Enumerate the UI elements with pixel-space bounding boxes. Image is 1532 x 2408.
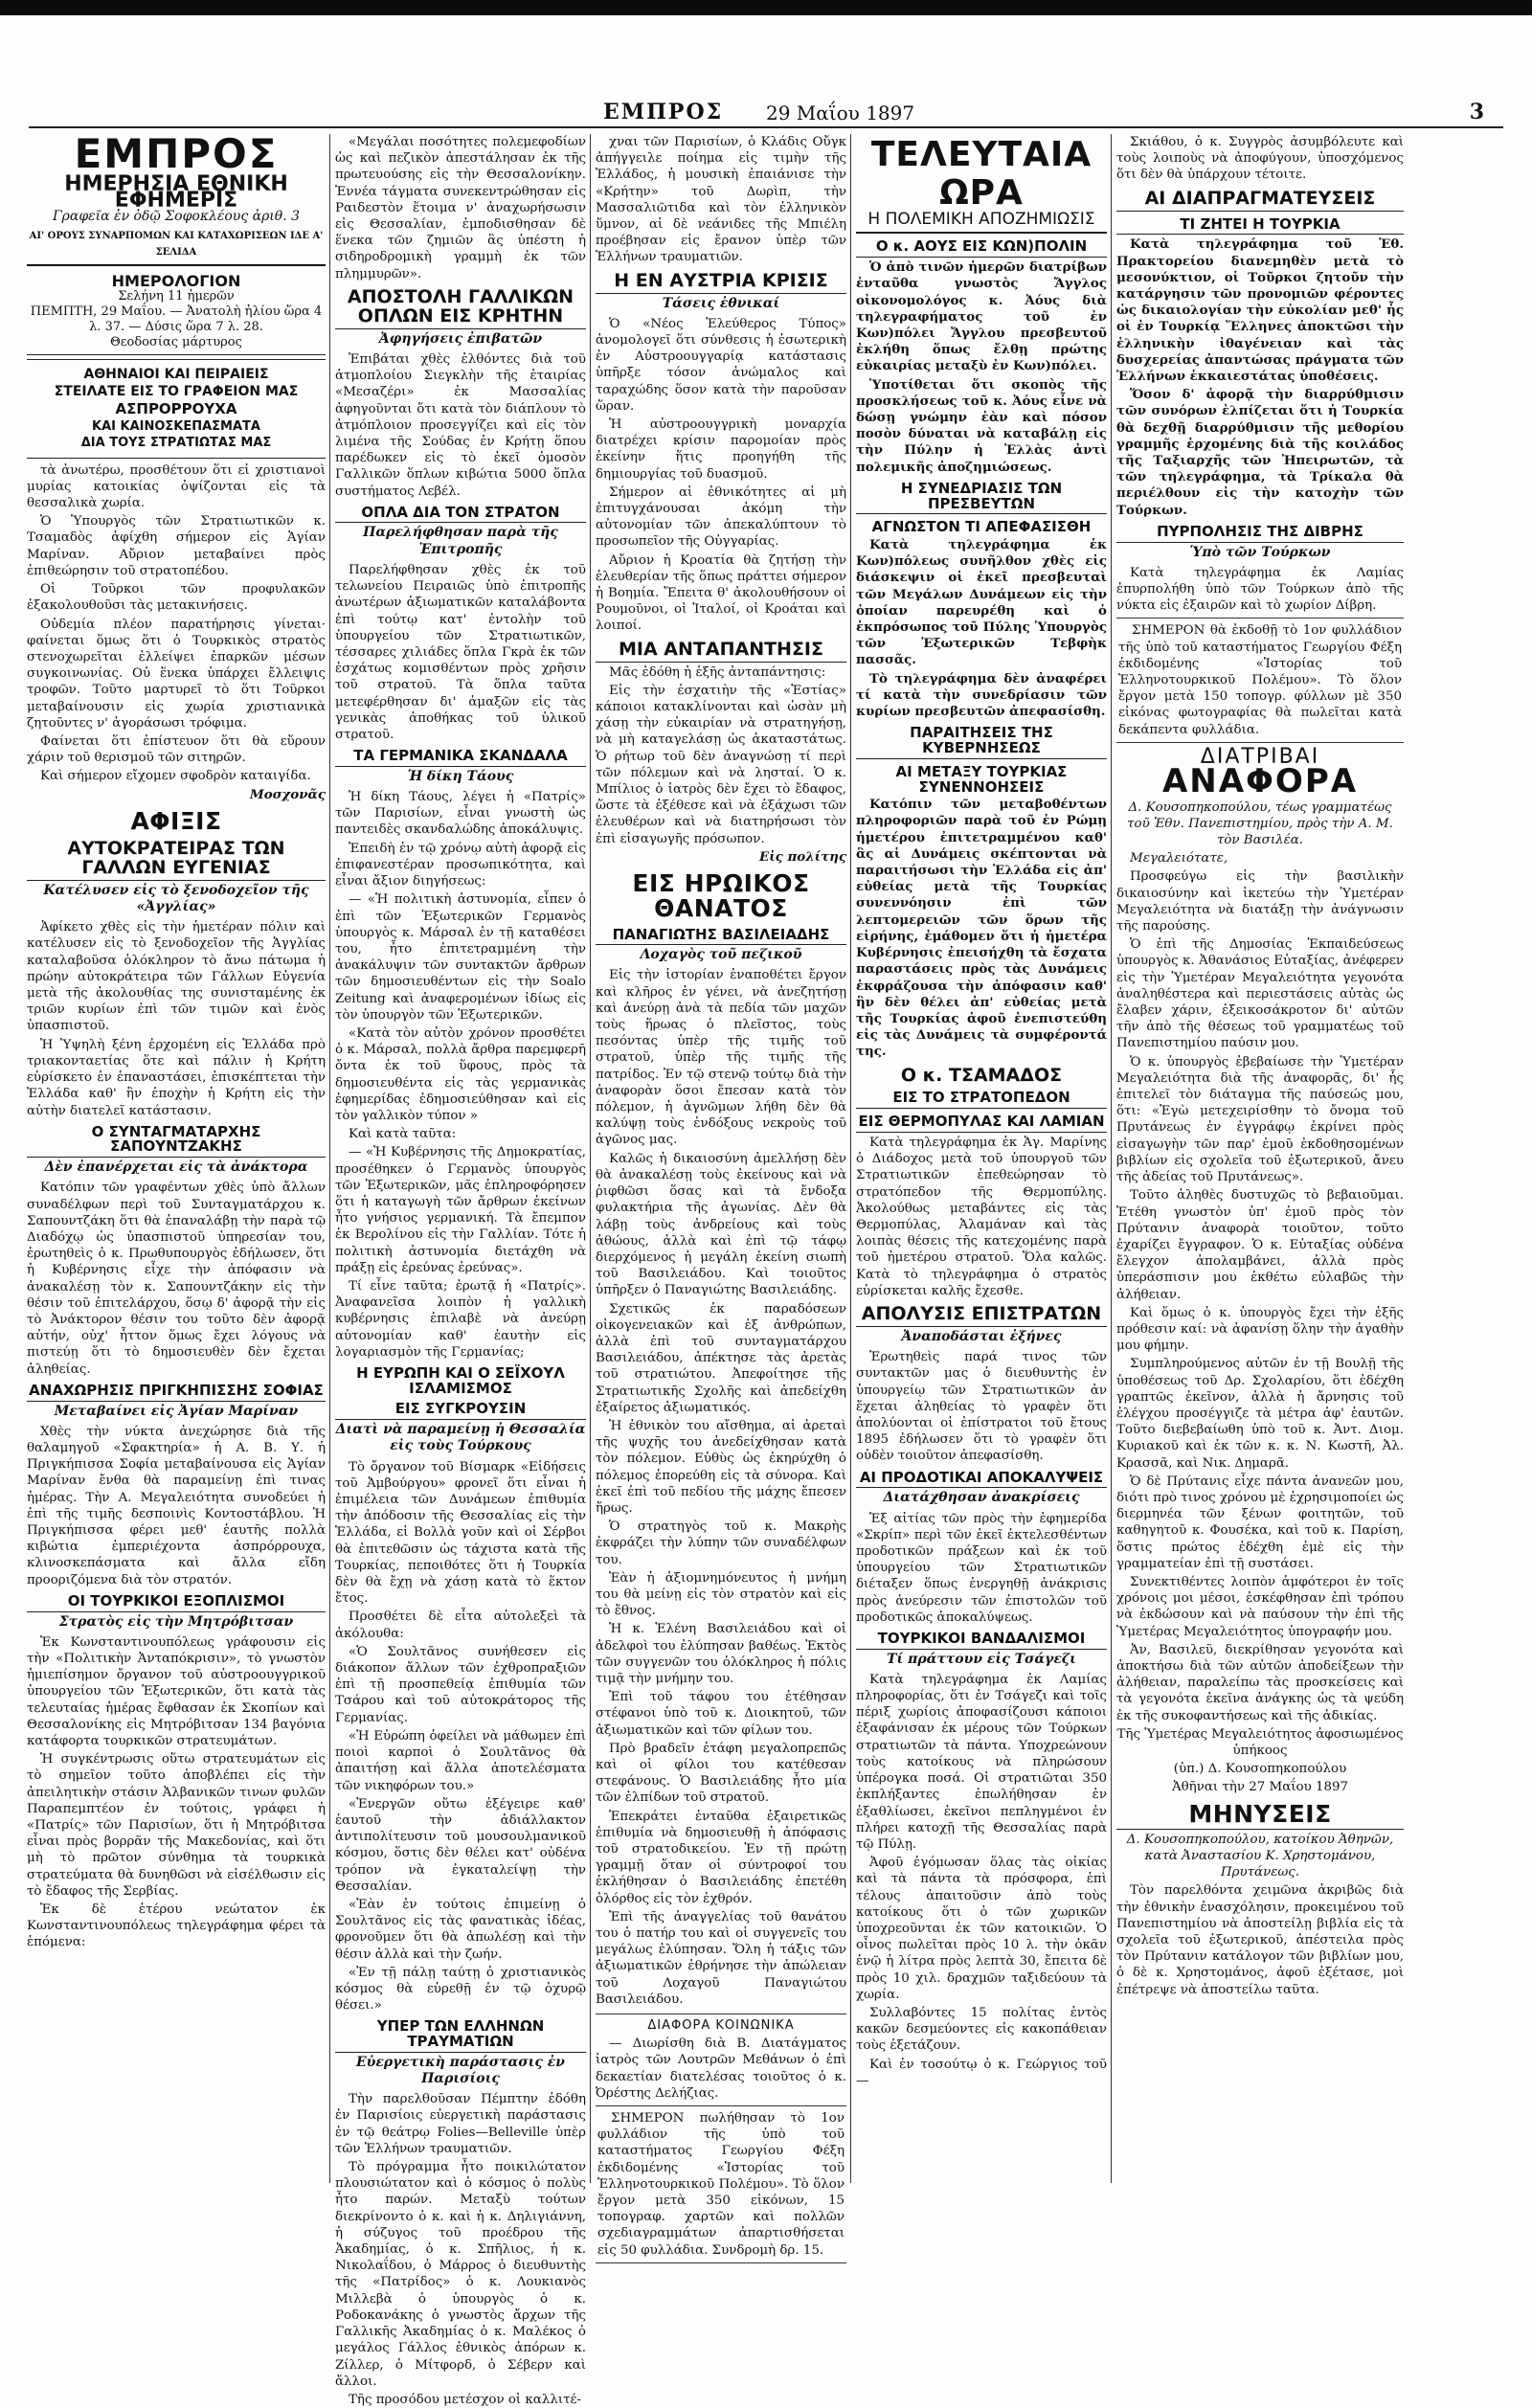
paragraph: Τὸν παρελθόντα χειμῶνα ἀκριβῶς διὰ τὴν ἐθνικὴν ἐνασχόλησιν, προκειμένου τοῦ Πανεπιστημίου νὰ ἀποστείλῃ βιβλία εἰς τὰ σχολεῖα τοῦ ἐξωτερικοῦ, ἀπέστειλα πρὸς τὸν Πρύτανιν κατάλογον τῶν βιβλίων μου, ὁ δὲ κ. Χρηστομάνος, ἀφοῦ ἐξέτασε, μοὶ ἐπέτρεψε νὰ ἀποστείλω ταῦτα. <box>1116 1883 1404 1997</box>
clothing-appeal-ad <box>27 359 326 459</box>
paragraph: Ἐκ Κωνσταντινουπόλεως γράφουσιν εἰς τὴν «Πολιτικὴν Ἀνταπόκρισιν», τὸ γνωστὸν ἡμιεπίσημον ὄργανον τοῦ αὐστροουγγρικοῦ ὑπουργείου τῶν Ἐξωτερικῶν, ὅτι κατὰ τὰς τελευταίας ἡμέρας ἔφθασαν ἐκ Σκοπίων καὶ Θεσσαλονίκης εἰς Μητρόβιτσαν 134 βαγόνια κατάφορτα τουρκικῶν στρατευμάτων. <box>27 1634 326 1748</box>
paragraph: Τὸ τηλεγράφημα δὲν ἀναφέρει τί κατὰ τὴν συνεδρίασιν τῶν κυρίων πρεσβευτῶν ἀπεφασίσθη. <box>856 670 1107 720</box>
paragraph: Καὶ ὅμως ὁ κ. ὑπουργὸς ἔχει τὴν ἐξῆς πρόθεσιν καί: νὰ ἀφανίσῃ ὅλην τὴν ἀγαθὴν μου φήμην. <box>1116 1305 1404 1354</box>
headline: ΑΙ ΔΙΑΠΡΑΓΜΑΤΕΥΣΕΙΣ <box>1116 190 1404 212</box>
paragraph: «Ἐν τῇ πάλῃ ταύτῃ ὁ χριστιανικὸς κόσμος θὰ εὑρεθῇ ἐν τῷ ὀχυρῷ θέσει.» <box>335 1965 586 2014</box>
top-border-band <box>0 0 1532 15</box>
paragraph: Σχετικῶς ἐκ παραδόσεων οἰκογενειακῶν καὶ ἐξ ἀνθρώπων, ἀλλὰ ἐπὶ τοῦ συνταγματάρχου Βασιλειάδου, ἀπέκτησε τὰς ἀρετὰς τοῦ στρατιώτου. Ἀπεφοίτησε τῆς Στρατιωτικῆς Σχολῆς καὶ ἀπεδείχθη ἐξαίρετος ἀξιωματικός. <box>596 1301 846 1415</box>
headline: ΑΙ ΜΕΤΑΞΥ ΤΟΥΡΚΙΑΣ ΣΥΝΕΝΝΟΗΣΕΙΣ <box>895 762 1068 796</box>
closing: Τῆς Ὑμετέρας Μεγαλειότητος ἀφοσιωμένος ὑπήκοος <box>1116 1726 1404 1758</box>
subheadline: Ἡ δίκη Τάους <box>407 768 514 784</box>
headline: Ο κ. ΑΟΥΣ ΕΙΣ ΚΩΝ)ΠΟΛΙΝ <box>856 239 1107 258</box>
paragraph: Κατὰ τηλεγράφημα ἐκ Ἁγ. Μαρίνης ὁ Διάδοχος μετὰ τοῦ ὑπουργοῦ τῶν Στρατιωτικῶν ἐπεθεώρησαν τὸ στρατόπεδον τῆς Θερμοπύλης. Ἀκολούθως μεταβάντες εἰς τὰς Θερμοπύλας, Ἀλαμάναν καὶ τὰς λοιπὰς θέσεις τῆς κατεχομένης παρὰ τοῦ ἡμετέρου στρατοῦ. Ὅλα καλῶς. Κατὰ τὸ τηλεγράφημα ὁ στρατὸς εὑρίσκεται καλῆς ἔχεσθε. <box>856 1135 1107 1298</box>
paragraph: Φαίνεται ὅτι ἐπίστευον ὅτι θὰ εὕρουν χάριν τοῦ θερισμοῦ τῶν σιτηρῶν. <box>27 733 326 766</box>
headline: ΕΙΣ ΗΡΩΙΚΟΣ ΘΑΝΑΤΟΣ <box>632 869 810 923</box>
paragraph: Εἰς τὴν ἱστορίαν ἐναποθέτει ἔργον καὶ κλῆρος ἐν γένει, νὰ ἀνεζητήσῃ καὶ ἀνεύρῃ ἀνὰ τὰ πεδία τῶν μαχῶν τοὺς ἥρωας ὁ πλεῖστος, τοὺς πεσόντας ὑπὲρ τῆς τιμῆς τοῦ στρατοῦ, ὑπὲρ τῆς τιμῆς τῆς πατρίδος. Ἐν τῷ στενῷ τούτῳ διὰ τὴν ἀναφορὰν ὅσοι ἔπεσαν κατὰ τὸν πόλεμον, ἡ ἀγνῶμων λήθη δὲν θὰ καλύψῃ τοὺς ἐνδόξους νεκροὺς τοῦ ἀγῶνος μας. <box>596 968 846 1148</box>
paragraph: Κατόπιν τῶν γραφέντων χθὲς ὑπὸ ἄλλων συναδέλφων περὶ τοῦ Συνταγματάρχου κ. Σαπουντζάκη ὅτι θὰ ἐπαναλάβῃ τὴν παρὰ τῷ Διαδόχῳ ὡς ὑπασπιστοῦ ὑπηρεσίαν του, ἐρωτηθεὶς ὁ κ. Πρωθυπουργὸς ἐδήλωσεν, ὅτι ἡ Κυβέρνησις εἶχε τὴν ἀπόφασιν νὰ ἀνακαλέσῃ τὸν κ. Σαπουντζάκην εἰς τὴν θέσιν τοῦ ἐπιτελάρχου, ὅσῳ δ' ἀφορᾷ τὴν εἰς τὸ Ἀνάκτορον θέσιν του τοῦτο δὲν ἀφορᾷ αὐτήν, οὐχ' ἧττον ὅμως ἔχει λόγους νὰ πιστεύῃ ὅτι τὸ δημοσιευθὲν δὲν ἔχεται ἀληθείας. <box>27 1181 326 1377</box>
paragraph: Ἀφίκετο χθὲς εἰς τὴν ἡμετέραν πόλιν καὶ κατέλυσεν εἰς τὸ ξενοδοχεῖον τῆς Ἀγγλίας καταλαβοῦσα ὁλόκληρον τὸ ἄνω πάτωμα ἡ πρώην αὐτοκράτειρα τῶν Γάλλων Εὐγενία μετὰ τῆς ἀκολουθίας της συνισταμένης ἐκ τριῶν κυρίων ἐπὶ τῶν τιμῶν καὶ ἑνὸς ὑπασπιστοῦ. <box>27 920 326 1034</box>
headline: Η ΕΝ ΑΥΣΤΡΙΑ ΚΡΙΣΙΣ <box>596 272 846 294</box>
last-hour-banner <box>856 136 1107 234</box>
paragraph: Καλῶς ἡ δικαιοσύνη ἀμελλήσῃ δὲν θὰ ἀνακαλέσῃ τοὺς ἐκείνους καὶ νὰ ῥιφθῶσι ὅσας καὶ τὰ ἔνδοξα φυλακτήρια τῆς ἀγωνίας. Δὲν θὰ λάβῃ τοὺς ἀνδρείους καὶ τοὺς ἀθώους, ἀλλὰ καὶ ἐπὶ τῷ τάφῳ διερχόμενος ἡ μεγάλη ἐκείνη σιωπὴ τοῦ Βασιλειάδου. Καὶ τοιοῦτος ὑπῆρξεν ὁ Παναγιώτης Βασιλειάδης. <box>596 1151 846 1298</box>
ephemerologion-title: ΗΜΕΡΟΛΟΓΙΟΝ <box>111 272 241 291</box>
headline: ΕΙΣ ΣΥΓΚΡΟΥΣΙΝ <box>335 1402 586 1420</box>
banner-title: ΤΕΛΕΥΤΑΙΑ ΩΡΑ <box>870 135 1093 213</box>
headline: ΑΥΤΟΚΡΑΤΕΙΡΑΣ ΤΩΝ ΓΑΛΛΩΝ ΕΥΓΕΝΙΑΣ <box>27 840 326 881</box>
subheadline: Ἀναποδάσται ἐξήνες <box>901 1328 1062 1344</box>
paragraph: «Μεγάλαι ποσότητες πολεμεφοδίων ὡς καὶ πεζικὸν ἀπεστάλησαν ἐκ τῆς πρωτευούσης εἰς τὴν Θεσσαλονίκην. Ἐννέα τάγματα συνεκεντρώθησαν εἰς Ραιδεστὸν ἕτοιμα ν' ἀναχωρήσωσιν εἰς Θεσσαλίαν, ἐμποδισθησαν δὲ ἕνεκα τῶν ζημιῶν ἃς ὑπέστη ἡ σιδηροδρομικὴ γραμμὴ ἐκ τῶν πλημμυρῶν». <box>335 135 586 281</box>
headline: Η ΣΥΝΕΔΡΙΑΣΙΣ ΤΩΝ ΠΡΕΣΒΕΥΤΩΝ <box>856 482 1107 515</box>
paragraph: Σκιάθου, ὁ κ. Συγγρὸς ἀσυμβόλευτε καὶ τοὺς λοιποὺς νὰ ἀποφύγουν, ὑποσχόμενος ὅτι δὲν θὰ ὑπάρχουν τέτοιτε. <box>1116 135 1404 183</box>
paragraph: Ὁ ἀπὸ τινῶν ἡμερῶν διατρίβων ἐνταῦθα γνωστὸς Ἄγγλος οἰκονομολόγος κ. Ἀόυς διὰ τηλεγραφήματος τοῦ ἐν Κων)πόλει Ἄγγλου πρεσβευτοῦ ἐκλήθη ὅπως ἔλθῃ πρώτης εὐκαιρίας μεταξὺ ἐν Κων)πόλει. <box>856 259 1107 374</box>
subheadline: Δὲν ἐπανέρχεται εἰς τὰ ἀνάκτορα <box>44 1159 308 1176</box>
paragraph: Συμπληρούμενος αὐτῶν ἐν τῇ Βουλῇ τῆς ὑποθέσεως τοῦ Δρ. Σχολαρίου, ὅτι ἐδέχθη γραπτῶς ἐκεῖνον, ἀλλὰ ἡ ἄρνησις τοῦ ἐλέγχου προσέγγιζε τὰ μέτρα ἀφ' ἑαυτῶν. Τοῦτο διεβεβαίωθη ὑπὸ τοῦ κ. Ἀντ. Διομ. Κυριακοῦ καὶ ἐκ τῶν κ. κ. Ν. Κωστῆ, Ἀλ. Κρασσᾶ, καὶ Νικ. Δημαρᾶ. <box>1116 1357 1404 1471</box>
subheadline: Διατὶ νὰ παραμείνῃ ἡ Θεσσαλία εἰς τοὺς Τούρκους <box>335 1422 586 1454</box>
paragraph: Συνεκτιθέντες λοιπὸν ἀμφότεροι ἐν τοῖς χρόνοις μοι μέσοι, ἐσκέφθησαν ἐπὶ τρόπου νὰ ἐκδώσουν καὶ νὰ παύσουν τὴν ἐπὶ τῆς Ὑμετέρας Μεγαλειότητος ὑπογραφήν μου. <box>1116 1574 1404 1639</box>
column-rule <box>1111 134 1112 2183</box>
paragraph: Καὶ σήμερον εἴχομεν σφοδρὸν καταιγίδα. <box>40 769 311 784</box>
running-head <box>29 100 1503 128</box>
paragraph: Καὶ ἐν τοσούτῳ ὁ κ. Γεώργιος τοῦ — <box>856 2057 1107 2088</box>
paragraph: «Ἡ Εὐρώπη ὀφείλει νὰ μάθωμεν ἐπὶ ποιοὶ καρποὶ ὁ Σουλτᾶνος θὰ ἀπαιτήσῃ καὶ ἄλλα ἀποτελέσματα τῶν νικηφόρων του.» <box>335 1728 586 1793</box>
column-rule <box>590 134 591 2183</box>
paragraph: Ἀφοῦ ἐγόμωσαν ὅλας τὰς οἰκίας καὶ τὰ πάντα τὰ πρόσφορα, ἐπὶ τέλους ἀπαιτοῦσιν ἀπὸ τοὺς κατοίκους ὅτι ὁ τῶν χωρικῶν ὑποχρεοῦνται ἐκ τῶν κατοικιῶν. Ὁ οἶνος πωλεῖται πρὸς 10 λ. τὴν ὀκᾶν ἐνῷ ἡ λίτρα πρὸς λεπτὰ 30, ἔπειτα δὲ πρὸς 10 χιλ. δραχμῶν ταξιδεύουν τὰ χωρία. <box>856 1856 1107 2002</box>
paragraph: — «Ἡ πολιτικὴ ἀστυνομία, εἶπεν ὁ ἐπὶ τῶν Ἐξωτερικῶν Γερμανὸς ὑπουργὸς κ. Μάρσαλ ἐν τῇ καταθέσει του, ἦτο ἐπιτετραμμένη τὴν ἀνακάλυψιν τῶν συντακτῶν ἄρθρων τῶν δημοσιευθέντων εἰς τὴν Soalo Zeitung καὶ ἀναφερομένων ἰδίως εἰς τὸν ὑπουργὸν τῶν Ἐξωτερικῶν. <box>335 892 586 1023</box>
headline: Ο ΣΥΝΤΑΓΜΑΤΑΡΧΗΣ ΣΑΠΟΥΝΤΖΑΚΗΣ <box>27 1125 326 1159</box>
subheadline: Ἀφηγήσεις ἐπιβατῶν <box>378 330 543 347</box>
ephemerologion <box>27 270 326 355</box>
paragraph: Ὁ Ὑπουργὸς τῶν Στρατιωτικῶν κ. Τσαμαδὸς ἀφίχθη σήμερον εἰς Ἁγίαν Μαρίναν. Αὔριον μεταβαίνει πρὸς ἐπιθεώρησιν τοῦ στρατοπέδου. <box>27 514 326 578</box>
paragraph: Εἰς τὴν ἐσχατιὴν τῆς «Ἑστίας» κάποιοι κατακλίνονται καὶ ὡσὰν μὴ χάσῃ τὴν εὐκαιρίαν νὰ στρατηγήσῃ, νὰ μὴ καταγελάσῃ ὡς ἀκαταστάτως. Ὁ ρήτωρ τοῦ δὲν ἀναγνώσῃ τί περὶ τῶν πόλεμων καὶ νὰ λησταί. Ὁ κ. Μπίλιος ὁ ἰατρὸς δὲν ἔχει τὸ ἔδαφος, ὥστε τὰ ἐξέθεσε καὶ νὰ ἐξάχωσι τῶν ἐλευθέρων καὶ νὰ διατηρήσωσι τὸν ἐπὶ εἰσαγωγῆς πρόσωπον. <box>596 683 846 846</box>
headline: ΠΑΝΑΓΙΩΤΗΣ ΒΑΣΙΛΕΙΑΔΗΣ <box>596 928 846 946</box>
subheadline: Τί πράττουν εἰς Τσάγεζι <box>887 1651 1076 1667</box>
section-heading: ΔΙΑΦΟΡΑ ΚΟΙΝΩΝΙΚΑ <box>596 2014 846 2034</box>
subheadline: Στρατὸς εἰς τὴν Μητρόβιτσαν <box>58 1613 294 1630</box>
subheadline: Παρελήφθησαν παρὰ τῆς Ἐπιτροπῆς <box>363 525 558 557</box>
signature: Εἰς πολίτης <box>758 848 846 865</box>
paragraph: Ἐπειδὴ ἐν τῷ χρόνῳ αὐτὴ ἀφορᾷ εἰς ἐπιφανεστέραν προσωπικότητα, καὶ εἶναι ἄξιον διηγήσεως: <box>335 841 586 889</box>
paragraph: Τὸ ὄργανον τοῦ Βίσμαρκ «Εἰδήσεις τοῦ Ἀμβούργου» φρονεῖ ὅτι εἶναι ἡ ἐπιμέλεια τῶν Δυνάμεων ἐπιθυμία τὴν ἀπόδοσιν τῆς Θεσσαλίας εἰς τὴν Ἑλλάδα, εἰ Βολλὰ γοῦν καὶ οἱ Σέρβοι θὰ ἐπιτεθῶσιν ὡς τάχιστα κατὰ τῆς Τουρκίας, πεποιθότες ὅτι ἡ Τουρκία δὲν θὰ ἔχῃ νὰ χάσῃ κατὰ τὸ ἕκτον ἔτος. <box>335 1459 586 1607</box>
paragraph: Κατόπιν τῶν μεταβοθέντων πληροφοριῶν παρὰ τοῦ ἐν Ρώμῃ ἡμετέρου ἐπιτετραμμένου καθ' ἃς αἱ Δυνάμεις σκέπτονται νὰ παραιτήσωσι τὴν Ἑλλάδα εἰς ἀπ' εὐθείας μετὰ τῆς Τουρκίας συνεννόησιν ἐπὶ τῶν λεπτομερειῶν τῶν ὅρων τῆς εἰρήνης, ἐμάθομεν ὅτι ἡ ἡμετέρα Κυβέρνησις ἐπεισήχθη τὰ ἔσχατα παραστάσεις πρὸς τὰς Δυνάμεις ἐκφράζουσα τὴν ἀπόφασιν καθ' ἣν δὲν θέλει ἀπ' εὐθείας μετὰ τῆς Τουρκίας ἀφοῦ ἐνεπιστεύθη εἰς τὰς Δυνάμεις τὰ συμφέροντά της. <box>856 797 1107 1060</box>
paragraph: «Ὁ Σουλτᾶνος συνήθεσεν εἰς διάκοπον ἄλλων τῶν ἐχθροπραξιῶν ἐπὶ τῇ προσπεθείᾳ ἐπιθυμία τῶν Τσάρου καὶ τοῦ αὐτοκράτορος τῆς Γερμανίας. <box>335 1644 586 1725</box>
masthead-address: Γραφεῖα ἐν ὁδῷ Σοφοκλέους ἀριθ. 3 <box>52 209 301 225</box>
paragraph: Ἐξ αἰτίας τῶν πρὸς τὴν ἐφημερίδα «Σκρίπ» περὶ τῶν ἐκεῖ ἐκτελεσθέντων προδοτικῶν πράξεων καὶ ἐκ τοῦ ὑπουργείου τῶν Στρατιωτικῶν διέταξεν ὅπως ἐνεργηθῇ ἀνάκρισις πρὸς ἀνεύρεσιν τῶν ἐπιστολῶν τοῦ προδοτικῶς ἀποκαλύψεως. <box>856 1511 1107 1625</box>
paragraph: Προσφεύγω εἰς τὴν βασιλικὴν δικαιοσύνην καὶ ἱκετεύω τὴν Ὑμετέραν Μεγαλειότητα νὰ διατάξῃ τὴν ἀνάγνωσιν τῆς παρούσης. <box>1116 869 1404 934</box>
masthead-owners: ΑΙ' ΟΡΟΥΣ ΣΥΝΑΡΠΟΜΩΝ ΚΑΙ ΚΑΤΑΧΩΡΙΣΕΩΝ ΙΔΕ Α' ΣΕΛΙΔΑ <box>29 230 324 258</box>
ephemerologion-line1: ΠΕΜΠΤΗ, 29 Μαΐου. — Ἀνατολὴ ἡλίου ὥρα 4 λ. 37. — Δύσις ὥρα 7 λ. 28. <box>30 304 323 335</box>
paragraph: Ὑποτίθεται ὅτι σκοπὸς τῆς προσκλήσεως τοῦ κ. Ἀόυς εἶνε νὰ δώσῃ γνώμην ἐὰν καὶ πόσον ποσὸν δύναται νὰ καταβάλῃ εἰς τὴν Πύλην ἡ Ἑλλὰς ἀντὶ πολεμικῆς ἀποζημιώσεως. <box>856 376 1107 475</box>
paragraph: Τί εἶνε ταῦτα; ἐρωτᾷ ἡ «Πατρίς». Ἀναφανεῖσα λοιπὸν ἡ γαλλικὴ κυβέρνησις ἐπιλαβὲ νὰ ἀνεύρῃ αὐτονομίαν καθ' ἑαυτὴν εἰς λογαριασμὸν τῆς Γερμανίας; <box>335 1278 586 1360</box>
ad-line: ΣΤΕΙΛΑΤΕ ΕΙΣ ΤΟ ΓΡΑΦΕΙΟΝ ΜΑΣ <box>54 384 299 400</box>
paragraph: «Ἐνεργῶν οὕτω ἐξέγειρε καθ' ἑαυτοῦ τὴν ἀδιάλλακτον ἀντιπολίτευσιν τοῦ μουσουλμανικοῦ κόσμου, ὅστις δὲν θέλει κατ' οὐδένα τρόπον νὰ ἐγκαταλείψῃ τὴν Θεσσαλίαν. <box>335 1796 586 1894</box>
paragraph: Τῆς προσόδου μετέσχον οἱ καλλιτέ- <box>349 2392 581 2407</box>
paragraph: Χθὲς τὴν νύκτα ἀνεχώρησε διὰ τῆς θαλαμηγοῦ «Σφακτηρία» ἡ Α. Β. Υ. ἡ Πριγκήπισσα Σοφία μεταβαίνουσα εἰς Ἁγίαν Μαρίναν ἔνθα θὰ παραμείνῃ ἐπὶ τινας ἡμέρας. Τὴν Α. Μεγαλειότητα συνοδεύει ἡ ἐπὶ τῆς τιμῆς δεσποινὶς Κοντοστάβλου. Ἡ Πριγκήπισσα φέρει μεθ' ἑαυτῆς πολλὰ κιβώτια ἐμπεριέχοντα ἀσπρόρρουχα, κλινοσκεπάσματα καὶ ἄλλα εἴδη προοριζόμενα διὰ τὸν στρατόν. <box>27 1424 326 1587</box>
paragraph: Οἱ Τοῦρκοι τῶν προφυλακῶν ἐξακολουθοῦσι τὰς μετακινήσεις. <box>27 582 326 614</box>
masthead-tagline: ΗΜΕΡΗΣΙΑ ΕΘΝΙΚΗ ΕΦΗΜΕΡΙΣ <box>64 172 288 214</box>
paragraph: Ἐπὶ τῆς ἀναγγελίας τοῦ θανάτου του ὁ πατήρ του καὶ οἱ συγγενεῖς του μεγάλως ἐλύπησαν. Ὅλη ἡ τάξις τῶν ἀξιωματικῶν ἐθρήνησε τὴν ἀπώλειαν τοῦ Λοχαγοῦ Παναγιώτου Βασιλειάδου. <box>596 1909 846 2007</box>
headline: ΟΙ ΤΟΥΡΚΙΚΟΙ ΕΞΟΠΛΙΣΜΟΙ <box>27 1594 326 1612</box>
paragraph: Αὔριον ἡ Κροατία θὰ ζητήσῃ τὴν ἐλευθερίαν τῆς ὅπως πράττει σήμερον ἡ Βοημία. Ἔπειτα θ' ἀκολουθήσουν οἱ Ρουμοῦνοι, οἱ Ἰταλοί, οἱ Κροάται καὶ λοιποί. <box>596 552 846 634</box>
paragraph: Ὁ δὲ Πρύτανις εἶχε πάντα ἀνανεῶν μου, διότι πρὸ τινος χρόνου μὲ ἐχρησιμοποίει ὡς διερμηνέα τῶν ξένων φοιτητῶν, τοῦ καθηγητοῦ κ. Φουσέκα, καὶ τοῦ κ. Παρίση, ὅστις πρώτος ἐδέχθη ἐμὲ εἰς τὴν γραμματείαν ἐπὶ τῇ συστάσει. <box>1116 1474 1405 1571</box>
dateline: Ἀθῆναι τὴν 27 Μαΐου 1897 <box>1171 1780 1349 1795</box>
paragraph: Μᾶς ἐδόθη ἡ ἑξῆς ἀνταπάντησις: <box>609 664 826 680</box>
ad-line: ΔΙΑ ΤΟΥΣ ΣΤΡΑΤΙΩΤΑΣ ΜΑΣ <box>80 435 272 450</box>
paragraph: Ἡ συγκέντρωσις οὕτω στρατευμάτων εἰς τὸ σημεῖον τοῦτο ἀποβλέπει εἰς τὴν ἀπειλητικὴν στάσιν Ἀλβανικῶν τινων φυλῶν Παραπεμπτέον ἐν τούτοις, γράφει ἡ «Πατρίς» τῶν Παρισίων, ὅτι ἡ Μητρόβιτσα εἶναι πρὸς βορρᾶν τῆς Μακεδονίας, καὶ ὅτι μὴ τὸ πρῶτον σύνθημα τὰ τουρκικὰ στρατεύματα θὰ δυνηθῶσι νὰ εἰσέλθωσιν εἰς τὸ ἔδαφος τῆς Σερβίας. <box>27 1752 326 1899</box>
headline: ΥΠΕΡ ΤΩΝ ΕΛΛΗΝΩΝ ΤΡΑΥΜΑΤΙΩΝ <box>335 2019 586 2053</box>
headline: ΠΑΡΑΙΤΗΣΕΙΣ ΤΗΣ ΚΥΒΕΡΝΗΣΕΩΣ <box>856 726 1107 759</box>
paragraph: Τοῦτο ἀληθὲς δυστυχῶς τὸ βεβαιοῦμαι. Ἐτέθη γνωστὸν ὑπ' ἐμοῦ πρὸς τὸν Πρύτανιν ἀναφορὰ τοιοῦτον, τοῦτο ἐχαρίζει ἔγγραφον. Ὁ κ. Εὐταξίας οὐδένα ἔλεγχον ἀπολαμβάνει, ἀλλὰ πρὸς ὑπεράσπισιν μου ἐκθέτω εὐλαβῶς τὴν ἀλήθειαν. <box>1116 1188 1404 1302</box>
column-3 <box>596 134 846 2258</box>
paragraph: Πρὸ βραδεῖν ἐτάφη μεγαλοπρεπῶς καὶ οἱ φίλοι του κατέθεσαν στεφάνους. Ὁ Βασιλειάδης ἦτο μία τῶν ἐλπίδων τοῦ στρατοῦ. <box>596 1741 846 1806</box>
masthead <box>27 130 326 266</box>
paragraph: Ὁ στρατηγὸς τοῦ κ. Μακρὴς ἐκφράζει τὴν λύπην τῶν συναδέλφων του. <box>596 1519 846 1567</box>
subheadline: Τάσεις ἐθνικαί <box>662 295 780 311</box>
headline: ΑΓΝΩΣΤΟΝ ΤΙ ΑΠΕΦΑΣΙΣΘΗ <box>871 518 1092 536</box>
paragraph: Ἡ αὐστροουγγρικὴ μοναρχία διατρέχει κρίσιν παρομοίαν πρὸς ἐκείνην ἥτις προηγήθη τῆς δημιουργίας τοῦ δυασμοῦ. <box>596 416 846 482</box>
headline: ΤΑ ΓΕΡΜΑΝΙΚΑ ΣΚΑΝΔΑΛΑ <box>335 749 586 767</box>
paragraph: — Διωρίσθη διὰ Β. Διατάγματος ἰατρὸς τῶν Λουτρῶν Μεθάνων ὁ ἐπὶ δεκαετίαν διατελέσας τοιοῦτος ὁ κ. Ὀρέστης Δελήζιας. <box>596 2037 846 2101</box>
signature: Μοσχονᾶς <box>249 786 326 802</box>
paragraph: Κατὰ τηλεγράφημα ἐκ Κων)πόλεως συνῆλθον χθὲς εἰς διάσκεψιν οἱ ἐκεῖ πρεσβευταὶ τῶν Μεγάλων Δυνάμεων εἰς τὴν ὁποίαν παρευρέθη καὶ ὁ ἐκπρόσωπος τοῦ Πύλης Ὑπουργὸς τῶν Ἐξωτερικῶν Τεβφὴκ πασσᾶς. <box>856 537 1107 668</box>
paragraph: τὰ ἀνωτέρω, προσθέτουν ὅτι εἰ χριστιανοὶ μυρίας κατοικίας ὀψίζονται εἰς τὰ θεσσαλικὰ χωρία. <box>27 462 326 511</box>
notice-box: ΣΗΜΕΡΟΝ θὰ ἐκδοθῇ τὸ 1ον φυλλάδιον τῆς ὑπὸ τοῦ καταστήματος Γεωργίου Φέξη ἐκδιδομένης «Ἱστορίας τοῦ Ἑλληνοτουρκικοῦ Πολέμου». Τὸ ὅλον ἔργον μετὰ 150 τοπογρ. φύλλων μὲ 350 εἰκόνας φωτογραφίας θὰ πωλεῖται κατὰ δεκάπεντα φυλλάδια. <box>1116 618 1404 742</box>
headline: Η ΕΥΡΩΠΗ ΚΑΙ Ο ΣΕΪΧΟΥΛ ΙΣΛΑΜΙΣΜΟΣ <box>356 1363 565 1397</box>
headline: ΑΦΙΞΙΣ <box>130 806 222 835</box>
headline: ΟΠΛΑ ΔΙΑ ΤΟΝ ΣΤΡΑΤΟΝ <box>335 506 586 524</box>
column-2 <box>335 134 586 2407</box>
paragraph: Ἐπιβάται χθὲς ἐλθόντες διὰ τοῦ ἀτμοπλοίου Σιεγκλὴν τῆς ἑταιρίας «Μεσαζέρι» ἐκ Μασσαλίας ἀφηγοῦνται ὅτι κατὰ τὸν διάπλουν τὸ ἀτμόπλοιον προσεγγίζει καὶ εἰς τὸν λιμένα τῆς Σούδας ἐν Κρήτῃ ὅπου παρέδωκεν εἰς τὸ ἐκεῖ ὁμοσὸν Γαλλικῶν ὅπλων κιβώτια 5000 ὅπλα συστήματος Λεβέλ. <box>335 351 586 499</box>
headline: ΜΗΝΥΣΕΙΣ <box>1116 1802 1404 1830</box>
running-head-title: ΕΜΠΡΟΣ <box>603 100 724 124</box>
paragraph: Ἡ Ὑψηλὴ ξένη ἐρχομένη εἰς Ἑλλάδα πρὸ τριακονταετίας ὅτε καὶ πάλιν ἡ Κρήτη εὑρίσκετο ἐν ἐπαναστάσει, ἐπισκέπτεται τὴν Ἑλλάδα καθ' ἣν ἐποχὴν ἡ Κρήτη εἰς τὴν αὐτὴν διατελεῖ κατάστασιν. <box>27 1037 326 1118</box>
paragraph: Τὸ πρόγραμμα ἦτο ποικιλώτατον πλουσιώτατον καὶ ὁ κόσμος ὁ πολὺς ἦτο παρών. Μεταξὺ τούτων διεκρίνοντο ὁ κ. καὶ ἡ κ. Δηλιγιάννη, ἡ σύζυγος τοῦ προέδρου τῆς Ἀκαδημίας, ὁ κ. Σπῆλιος, ἡ κ. Νικολαΐδου, ὁ Μάρρος ὁ διευθυντὴς τῆς «Πατρίδος» ὁ κ. Λουκιανὸς Μιλλεβὰ ὁ ὑπουργὸς ὁ κ. Ροδοκανάκης ὁ γνωστὸς ἄρχων τῆς Γαλλικῆς Ἀκαδημίας ὁ κ. Μαλέκος ὁ μεγάλος Γάλλος ἐθνικὸς ἀπόρων κ. Ζίλλερ, ὁ Μίτφορδ, ὁ Σέβερν καὶ ἄλλοι. <box>335 2160 586 2389</box>
paragraph: Παρελήφθησαν χθὲς ἐκ τοῦ τελωνείου Πειραιῶς ὑπὸ ἐπιτροπῆς ἀνωτέρων ἀξιωματικῶν καταλάβοντα ἐπὶ τούτῳ κατ' ἐντολὴν τοῦ ὑπουργείου τῶν Στρατιωτικῶν, τέσσαρες χιλιάδες ὅπλα Γκρὰ ἐκ τῶν ἐσχάτως κομισθέντων πρὸς χρῆσιν τοῦ στρατοῦ. Τὰ ὅπλα ταῦτα μετεφέρθησαν δι' ἁμαξῶν εἰς τὰς γενικὰς ἀποθήκας τοῦ ὑλικοῦ στρατοῦ. <box>335 562 586 742</box>
paragraph: Ἐρωτηθεὶς παρά τινος τῶν συντακτῶν μας ὁ διευθυντὴς ἐν ὑπουργείῳ τῶν Στρατιωτικῶν ἀν ἔχεται ἀληθείας τὸ γραφὲν ὅτι ἀπολύονται οἱ ἐπίστρατοι τοῦ ἔτους 1895 ἐδήλωσεν ὅτι τὸ γραφὲν ὅτι οὐδὲν τοιοῦτον ἀπεφασίσθη. <box>856 1350 1107 1464</box>
paragraph: Κατὰ τηλεγράφημα ἐκ Λαμίας πληροφορίας, ὅτι ἐν Τσάγεζι καὶ τοῖς πέριξ χωρίοις ἀποφασίζουσι κάποιοι ἐξαφάνισαν ἐκ μέρους τῶν Τούρκων στρατιωτῶν τὰ πάντα. Υποχρεώνουν τοὺς κατοίκους νὰ πληρώσουν ὑπέρογκα ποσά. Οἱ στρατιῶται 350 ἐκπλήξαντες ἐπωλήθησαν ἐν ἐξαθλίωσει, ἐκεῖνοι πεπληγμένοι ἐν πλήρει κατοχῇ τῆς Θεσσαλίας παρὰ τῷ Πύλῃ. <box>856 1672 1107 1852</box>
headline: ΑΠΟΣΤΟΛΗ ΓΑΛΛΙΚΩΝ ΟΠΛΩΝ ΕΙΣ ΚΡΗΤΗΝ <box>335 288 586 329</box>
paragraph: — «Ἡ Κυβέρνησις τῆς Δημοκρατίας, προσέθηκεν ὁ Γερμανὸς ὑπουργὸς τῶν Ἐξωτερικῶν, μᾶς ἐπληροφόρησεν ὅτι ἡ καταγωγὴ τῶν ἄρθρων ἐκείνων ἦτο γνήσιος γερμανική. Τὰ ἔπεμπον ἐκ Βερολίνου εἰς τὴν Γαλλίαν. Τότε ἡ πολιτικὴ ἀστυνομία διετάχθη νὰ πράξῃ εἰς ἐρεύνας ἐρεύνας». <box>335 1145 586 1275</box>
paragraph: Κατὰ τηλεγράφημα τοῦ Ἑθ. Πρακτορείου διανεμηθὲν μετὰ τὸ μεσονύκτιον, οἱ Τοῦρκοι ζητοῦν τὴν κατάργησιν τῶν προνομιῶν φέροντες ὡς δικαιολογίαν τὴν εὐκολίαν μεθ' ἧς οἱ ἐν Τουρκίᾳ Ἕλληνες ἀποκτῶσι τὴν ἑλληνικὴν ἰθαγένειαν καὶ τὰς δυσχερείας ἀπαντώσας πράγματα τῶν Ἑλλήνων ἐκκαιεστάτας ὑποθέσεις. <box>1116 236 1404 384</box>
paragraph: Ἐκ δὲ ἑτέρου νεώτατον ἐκ Κωνσταντινουπόλεως τηλεγράφημα φέρει τὰ ἑπόμενα: <box>27 1902 326 1950</box>
ad-line: ΚΑΙ ΚΑΙΝΟΣΚΕΠΑΣΜΑΤΑ <box>92 418 260 434</box>
headline: ΕΙΣ ΘΕΡΜΟΠΥΛΑΣ ΚΑΙ ΛΑΜΙΑΝ <box>856 1114 1107 1133</box>
paragraph: «Ἐὰν ἐν τούτοις ἐπιμείνῃ ὁ Σουλτᾶνος εἰς τὰς φανατικὰς ἰδέας, φρονοῦμεν ὅτι θὰ ἀπωλέσῃ καὶ τὴν θέσιν ἀλλὰ καὶ τὴν ζωήν. <box>335 1897 586 1962</box>
paragraph: Οὐδεμία πλέον παρατήρησις γίνεται· φαίνεται ὅμως ὅτι ὁ Τουρκικὸς στρατὸς στενοχωρεῖται ἐλλείψει ἐπαρκῶν μέσων συγκοινωνίας. Οὐ ἕνεκα ὑπάρχει ἔλλειψις τροφῶν. Τοῦτο μαρτυρεῖ τὸ ὅτι Τοῦρκοι μεταβαίνουσιν εἰς χωρία χριστιανικὰ ζητοῦντες ν' ἀγοράσωσι τρόφιμα. <box>27 617 326 731</box>
column-5 <box>1116 134 1404 2183</box>
subheadline: Δ. Κουσοπηκοπούλου, κατοίκου Ἀθηνῶν, κατὰ Ἀναστασίου Κ. Χρηστομάνου, Πρυτάνεως. <box>1126 1832 1394 1880</box>
subheadline: Εὐεργετικὴ παράστασις ἐν Παρισίοις <box>355 2054 566 2087</box>
headline: ΤΙ ΖΗΤΕΙ Η ΤΟΥΡΚΙΑ <box>1116 217 1404 236</box>
subheadline: Διατάχθησαν ἀνακρίσεις <box>883 1490 1080 1506</box>
paragraph: Ὁ «Νέος Ἐλεύθερος Τύπος» ἀνομολογεῖ ὅτι σύνθεσις ἡ ἐσωτερικὴ ἐν Αὐστροουγγαρίᾳ κατάστασις ὑπῆρξε τόσον ἀνώμαλος καὶ ταραχώδης ὅσον κατὰ τὴν παροῦσαν ὥραν. <box>596 316 846 414</box>
paragraph: Τὴν παρελθοῦσαν Πέμπτην ἐδόθη ἐν Παρισίοις εὐεργετικὴ παράστασις ἐν τῷ θεάτρῳ Folies—Belleville ὑπὲρ τῶν Ἑλλήνων τραυματιῶν. <box>335 2092 586 2156</box>
paragraph: «Κατὰ τὸν αὐτὸν χρόνον προσθέτει ὁ κ. Μάρσαλ, πολλὰ ἄρθρα παρεμφερῆ ὄντα ἐκ τοῦ ὕφους, πρὸς τὰ δημοσιευθέντα εἰς τὰς γερμανικὰς ἐφημερίδας ἐδημοσιεύθησαν καὶ εἰς τὸν γαλλικὸν τύπον » <box>335 1025 586 1123</box>
paragraph: Συλλαβόντες 15 πολίτας ἐντὸς κακῶν δεσμεύοντες εἰς κακοπάθειαν τοὺς ἐξετάζουν. <box>856 2005 1107 2054</box>
subheadline: Δ. Κουσοπηκοπούλου, τέως γραμματέως τοῦ Ἐθν. Πανεπιστημίου, πρὸς τὴν Α. Μ. τὸν Βασιλέα. <box>1127 799 1393 848</box>
headline: ΑΠΟΛΥΣΙΣ ΕΠΙΣΤΡΑΤΩΝ <box>856 1305 1107 1327</box>
subheadline: Λοχαγὸς τοῦ πεζικοῦ <box>640 947 802 963</box>
column-rule <box>329 134 330 2183</box>
headline: ΑΙ ΠΡΟΔΟΤΙΚΑΙ ΑΠΟΚΑΛΥΨΕΙΣ <box>856 1471 1107 1489</box>
signature: (ὑπ.) Δ. Κουσοπηκοπούλου <box>1173 1762 1347 1777</box>
subheadline: Ὑπὸ τῶν Τούρκων <box>1189 544 1331 560</box>
notice-box: ΣΗΜΕΡΟΝ πωλήθησαν τὸ 1ον φυλλάδιον τῆς ὑπὸ τοῦ καταστήματος Γεωργίου Φέξη ἐκδιδομένης «Ἱστορίας τοῦ Ἑλληνοτουρκικοῦ Πολέμου». Τὸ ὅλον ἔργον μετὰ 350 εἰκόνων, 15 τοπογραφ. χαρτῶν καὶ πολλῶν σχεδιαγραμμάτων ἀπαρτισθήσεται εἰς 50 φυλλάδια. Συνδρομὴ δρ. 15. <box>596 2105 846 2263</box>
column-rule <box>850 134 851 2183</box>
paragraph: Κατὰ τηλεγράφημα ἐκ Λαμίας ἐπυρπολήθη ὑπὸ τῶν Τούρκων ἀπὸ τῆς νύκτα εἰς ἐξαιρῶν καὶ τὸ χωρίον Δίβρη. <box>1116 565 1404 614</box>
paragraph: Ἀν, Βασιλεῦ, διεκρίθησαν γεγονότα καὶ ἀποκτήσω διὰ τῶν αὐτῶν ἀποδείξεων τὴν ἀλήθειαν, παραλείπω τὰς προσκείσεις καὶ τὰ γεγονότα ἐκεῖνα ἀνάγκης ὡς τὰ ψεύδη ἐκ τῆς συκοφαντήσεως καὶ τῆς ἀδικίας. <box>1116 1642 1404 1723</box>
column-1 <box>27 130 326 2183</box>
paragraph: Ὁ ἐπὶ τῆς Δημοσίας Ἐκπαιδεύσεως ὑπουργὸς κ. Ἀθανάσιος Εὐταξίας, ἀνέφερεν εἰς τὴν Ὑμετέραν Μεγαλειότητα γεγονότα ἀναληθέστερα καὶ περιεστάσεις αὐτὰς ὡς ἔλαβεν χάριν, ἐξεικοσάκροτον δι' αὐτῶν τῆν ἀπὸ τῆς θέσεως τοῦ γραμματέως τοῦ Πανεπιστημίου παύσιν μου. <box>1116 937 1404 1051</box>
ad-line: ΑΣΠΡΟΡΡΟΥΧΑ <box>115 400 237 418</box>
headline: ΕΙΣ ΤΟ ΣΤΡΑΤΟΠΕΔΟΝ <box>856 1091 1107 1109</box>
paragraph: Σήμερον αἱ ἐθνικότητες αἱ μὴ ἐπιτυγχάνουσαι ἀκόμη τὴν αὐτονομίαν τῶν ἀπεκαλύπτουν τὸ προσωπεῖον τῆς Οὐγγαρίας. <box>596 484 846 550</box>
subheadline: Μεταβαίνει εἰς Ἁγίαν Μαρίναν <box>54 1403 299 1419</box>
headline: ΠΥΡΠΟΛΗΣΙΣ ΤΗΣ ΔΙΒΡΗΣ <box>1116 525 1404 543</box>
paragraph: Ὁ κ. ὑπουργὸς ἐβεβαίωσε τὴν Ὑμετέραν Μεγαλειότητα διὰ τῆς ἀναφορᾶς, δι' ἧς ἐπιτελεῖ τὸν διάταγμα τῆς παύσεώς μου, ὅτι: «Ἐγὼ μετεχειρίσθην τὸ ὄνομα τοῦ Πρυτάνεως ἐν ἐγγράφῳ ἐκρίνει πρὸς εἰσαγωγὴν τῶν παρ' ἐμοῦ ἐκδοθησομένων βιβλίων εἰς σχολεῖα τοῦ ἐξωτερικοῦ, ἄνευ τῆς ἀδείας τοῦ Πρυτάνεως». <box>1116 1054 1404 1185</box>
paragraph: Ἡ δίκη Τάους, λέγει ἡ «Πατρίς» τῶν Παρισίων, εἶναι γνωστὴ ὡς παντειδὲς σκανδαλώδης ἀποκάλυψις. <box>335 790 586 838</box>
paragraph: Προσθέτει δὲ εἶτα αὐτολεξεὶ τὰ ἀκόλουθα: <box>335 1609 586 1641</box>
ephemerologion-line2: Θεοδοσίας μάρτυρος <box>110 335 242 350</box>
section-heading: ΔΙΑΤΡΙΒΑΙ <box>1200 744 1320 769</box>
salutation: Μεγαλειότατε, <box>1130 851 1228 866</box>
paragraph: Ἡ ἐθνικὸν του αἴσθημα, αἱ ἀρεταὶ τῆς ψυχῆς του ἀνεδείχθησαν κατὰ τὸν πόλεμον. Εὐθὺς ὡς ἐκηρύχθη ὁ πόλεμος ἐπορεύθη εἰς τὰ σύνορα. Καὶ ἐκεῖ ἐπὶ τοῦ πεδίου τῆς μάχης ἔπεσεν ἥρως. <box>596 1418 846 1516</box>
paragraph: Ἐὰν ἡ ἀξιομνημόνευτος ἡ μνήμη του θὰ μείνῃ εἰς τὸν στρατὸν καὶ εἰς τὸ ἔθνος. <box>596 1570 846 1619</box>
running-head-date: 29 Μαΐου 1897 <box>766 101 915 124</box>
paragraph: Ὅσον δ' ἀφορᾷ τὴν διαρρύθμισιν τῶν συνόρων ἐλπίζεται ὅτι ἡ Τουρκία θὰ δεχθῇ διαρρύθμισιν τῆς μεθορίου γραμμῆς ἐρχομένης διὰ τῆς κοιλάδος τῆς Ταξιαρχῆς τῶν Ἠπειρωτῶν, τὰ τῶν τηλεγράφημα, τὰ Τρίκαλα θὰ περιέλθουν εἰς τὴν κατοχὴν τῶν Τούρκων. <box>1116 387 1404 518</box>
headline: ΑΝΑΧΩΡΗΣΙΣ ΠΡΙΓΚΗΠΙΣΣΗΣ ΣΟΦΙΑΣ <box>27 1384 326 1402</box>
paragraph: χναι τῶν Παρισίων, ὁ Κλάδις Οὔγκ ἀπήγγειλε ποίημα εἰς τιμὴν τῆς Ἑλλάδος, ἡ μουσικὴ ἐπαιάνισε τὴν «Κρήτην» τοῦ Δωρὶπ, τὴν Μασσαλιῶτιδα καὶ τὸν ἑλληνικὸν ὕμνον, αἱ δὲ νεάνιδες τῆς Μπιέλη προέβησαν εἰς ἔρανον ὑπὲρ τῶν Ἑλλήνων τραυματιῶν. <box>596 135 846 265</box>
headline: Ο κ. ΤΣΑΜΑΔΟΣ <box>900 1064 1063 1086</box>
headline: ΤΟΥΡΚΙΚΟΙ ΒΑΝΔΑΛΙΣΜΟΙ <box>856 1632 1107 1650</box>
headline: ΜΙΑ ΑΝΤΑΠΑΝΤΗΣΙΣ <box>596 641 846 663</box>
paragraph: Ἡ κ. Ἑλένη Βασιλειάδου καὶ οἱ ἀδελφοὶ του ἐλύπησαν βαθέως. Ἐκτὸς τῶν συγγενῶν του ὁλόκληρος ἡ πόλις τιμᾷ τὴν μνήμην του. <box>596 1622 846 1686</box>
paragraph: Ἐπεκράτει ἐνταῦθα ἐξαιρετικῶς ἐπιθυμία νὰ δημοσιευθῇ ἡ ἀπόφασις τοῦ στρατοδικείου. Ἐν τῇ πρώτῃ γραμμῇ ὅταν οἱ σύντροφοί του ἐκλήθησαν ὁ Βασιλειάδης ἐπετέθη ὁλόρθος εἰς τὸν ἐχθρόν. <box>596 1809 846 1906</box>
subheadline: Κατέλυσεν εἰς τὸ ξενοδοχεῖον τῆς «Ἀγγλίας» <box>43 882 309 915</box>
paragraph: Καὶ κατὰ ταῦτα: <box>349 1127 457 1142</box>
page-number: 3 <box>1469 100 1484 124</box>
column-4 <box>856 134 1107 2183</box>
ad-line: ΑΘΗΝΑΙΟΙ ΚΑΙ ΠΕΙΡΑΙΕΙΣ <box>83 367 269 383</box>
paragraph: Ἐπὶ τοῦ τάφου του ἐτέθησαν στέφανοι ὑπὸ τοῦ κ. Διοικητοῦ, τῶν ἀξιωματικῶν καὶ τῶν φίλων του. <box>596 1690 846 1738</box>
masthead-name: ΕΜΠΡΟΣ <box>74 130 279 177</box>
banner-subtitle: Η ΠΟΛΕΜΙΚΗ ΑΠΟΖΗΜΙΩΣΙΣ <box>867 210 1095 230</box>
ephemerologion-moon: Σελήνη 11 ἡμερῶν <box>118 289 235 304</box>
headline: ΑΝΑΦΟΡΑ <box>1161 761 1359 800</box>
